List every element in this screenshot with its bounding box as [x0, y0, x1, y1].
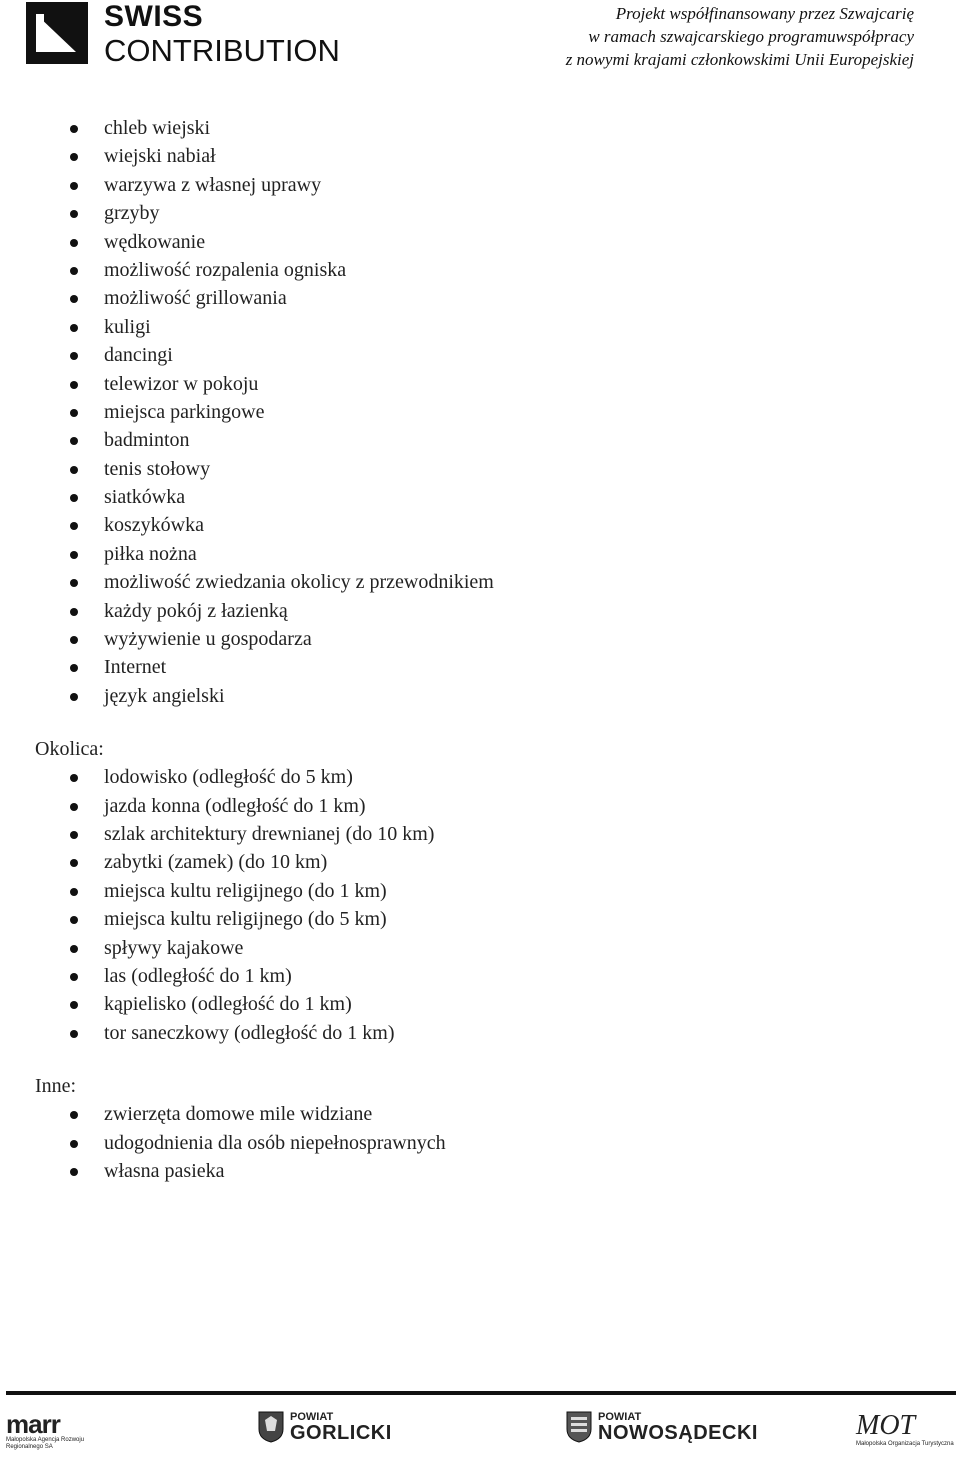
- coat-of-arms-icon: [258, 1411, 284, 1443]
- amenity-list-item: wyżywienie u gospodarza: [0, 625, 960, 653]
- inne-list-item: zwierzęta domowe mile widziane: [0, 1100, 960, 1128]
- amenity-list-item: warzywa z własnej uprawy: [0, 171, 960, 199]
- amenities-list: [0, 114, 960, 710]
- amenity-list-item: chleb wiejski: [0, 114, 960, 142]
- mot-subtitle: Małopolska Organizacja Turystyczna: [856, 1441, 954, 1447]
- okolica-list-item: las (odległość do 1 km): [0, 962, 960, 990]
- swiss-contribution-logo: [26, 2, 340, 66]
- okolica-heading: Okolica:: [35, 738, 104, 761]
- mot-logo: [856, 1411, 954, 1448]
- amenity-list-item: badminton: [0, 426, 960, 454]
- inne-list: [0, 1100, 960, 1185]
- amenity-list-item: kuligi: [0, 313, 960, 341]
- marr-logo: [6, 1411, 86, 1451]
- okolica-list-item: szlak architektury drewnianej (do 10 km): [0, 820, 960, 848]
- amenity-list-item: możliwość zwiedzania okolicy z przewodnikiem: [0, 568, 960, 596]
- logo-line1: SWISS: [104, 0, 204, 33]
- amenity-list-item: grzyby: [0, 199, 960, 227]
- powiat-gorlicki-logo: [258, 1411, 392, 1443]
- powiat-name: NOWOSĄDECKI: [598, 1422, 758, 1444]
- amenity-list-item: Internet: [0, 653, 960, 681]
- amenity-list-item: możliwość grillowania: [0, 284, 960, 312]
- marr-subtitle: Małopolska Agencja Rozwoju Regionalnego SA: [6, 1437, 85, 1450]
- amenity-list-item: język angielski: [0, 682, 960, 710]
- project-funding-note: [566, 2, 914, 71]
- powiat-nowosadecki-logo: [566, 1411, 758, 1443]
- okolica-list: [0, 763, 960, 1047]
- inne-list-item: własna pasieka: [0, 1157, 960, 1185]
- marr-mark: marr: [6, 1409, 60, 1439]
- swiss-logo-mark-icon: [26, 2, 88, 64]
- okolica-list-item: spływy kajakowe: [0, 934, 960, 962]
- amenity-list-item: koszykówka: [0, 511, 960, 539]
- amenity-list-item: każdy pokój z łazienką: [0, 597, 960, 625]
- inne-heading: Inne:: [35, 1075, 77, 1098]
- footer-divider: [6, 1391, 956, 1395]
- powiat-label: POWIAT: [290, 1411, 334, 1423]
- okolica-list-item: kąpielisko (odległość do 1 km): [0, 990, 960, 1018]
- mot-mark: MOT: [856, 1410, 916, 1441]
- amenity-list-item: piłka nożna: [0, 540, 960, 568]
- project-note-line: z nowymi krajami członkowskimi Unii Europejskiej: [565, 50, 914, 69]
- amenity-list-item: miejsca parkingowe: [0, 398, 960, 426]
- project-note-line: w ramach szwajcarskiego programuwspółpracy: [588, 27, 914, 46]
- okolica-list-item: lodowisko (odległość do 5 km): [0, 763, 960, 791]
- amenity-list-item: wiejski nabiał: [0, 142, 960, 170]
- amenity-list-item: dancingi: [0, 341, 960, 369]
- okolica-list-item: jazda konna (odległość do 1 km): [0, 792, 960, 820]
- amenity-list-item: telewizor w pokoju: [0, 370, 960, 398]
- amenity-list-item: siatkówka: [0, 483, 960, 511]
- coat-of-arms-icon: [566, 1411, 592, 1443]
- document-body: [0, 114, 960, 1185]
- okolica-list-item: miejsca kultu religijnego (do 5 km): [0, 905, 960, 933]
- powiat-label: POWIAT: [598, 1411, 642, 1423]
- amenity-list-item: tenis stołowy: [0, 455, 960, 483]
- logo-line2: CONTRIBUTION: [104, 33, 340, 68]
- page-header: [0, 0, 960, 80]
- inne-list-item: udogodnienia dla osób niepełnosprawnych: [0, 1129, 960, 1157]
- amenity-list-item: możliwość rozpalenia ogniska: [0, 256, 960, 284]
- project-note-line: Projekt współfinansowany przez Szwajcarię: [615, 4, 914, 23]
- okolica-list-item: miejsca kultu religijnego (do 1 km): [0, 877, 960, 905]
- powiat-name: GORLICKI: [290, 1422, 392, 1444]
- page-footer: [0, 1405, 960, 1461]
- okolica-list-item: tor saneczkowy (odległość do 1 km): [0, 1019, 960, 1047]
- okolica-list-item: zabytki (zamek) (do 10 km): [0, 848, 960, 876]
- amenity-list-item: wędkowanie: [0, 228, 960, 256]
